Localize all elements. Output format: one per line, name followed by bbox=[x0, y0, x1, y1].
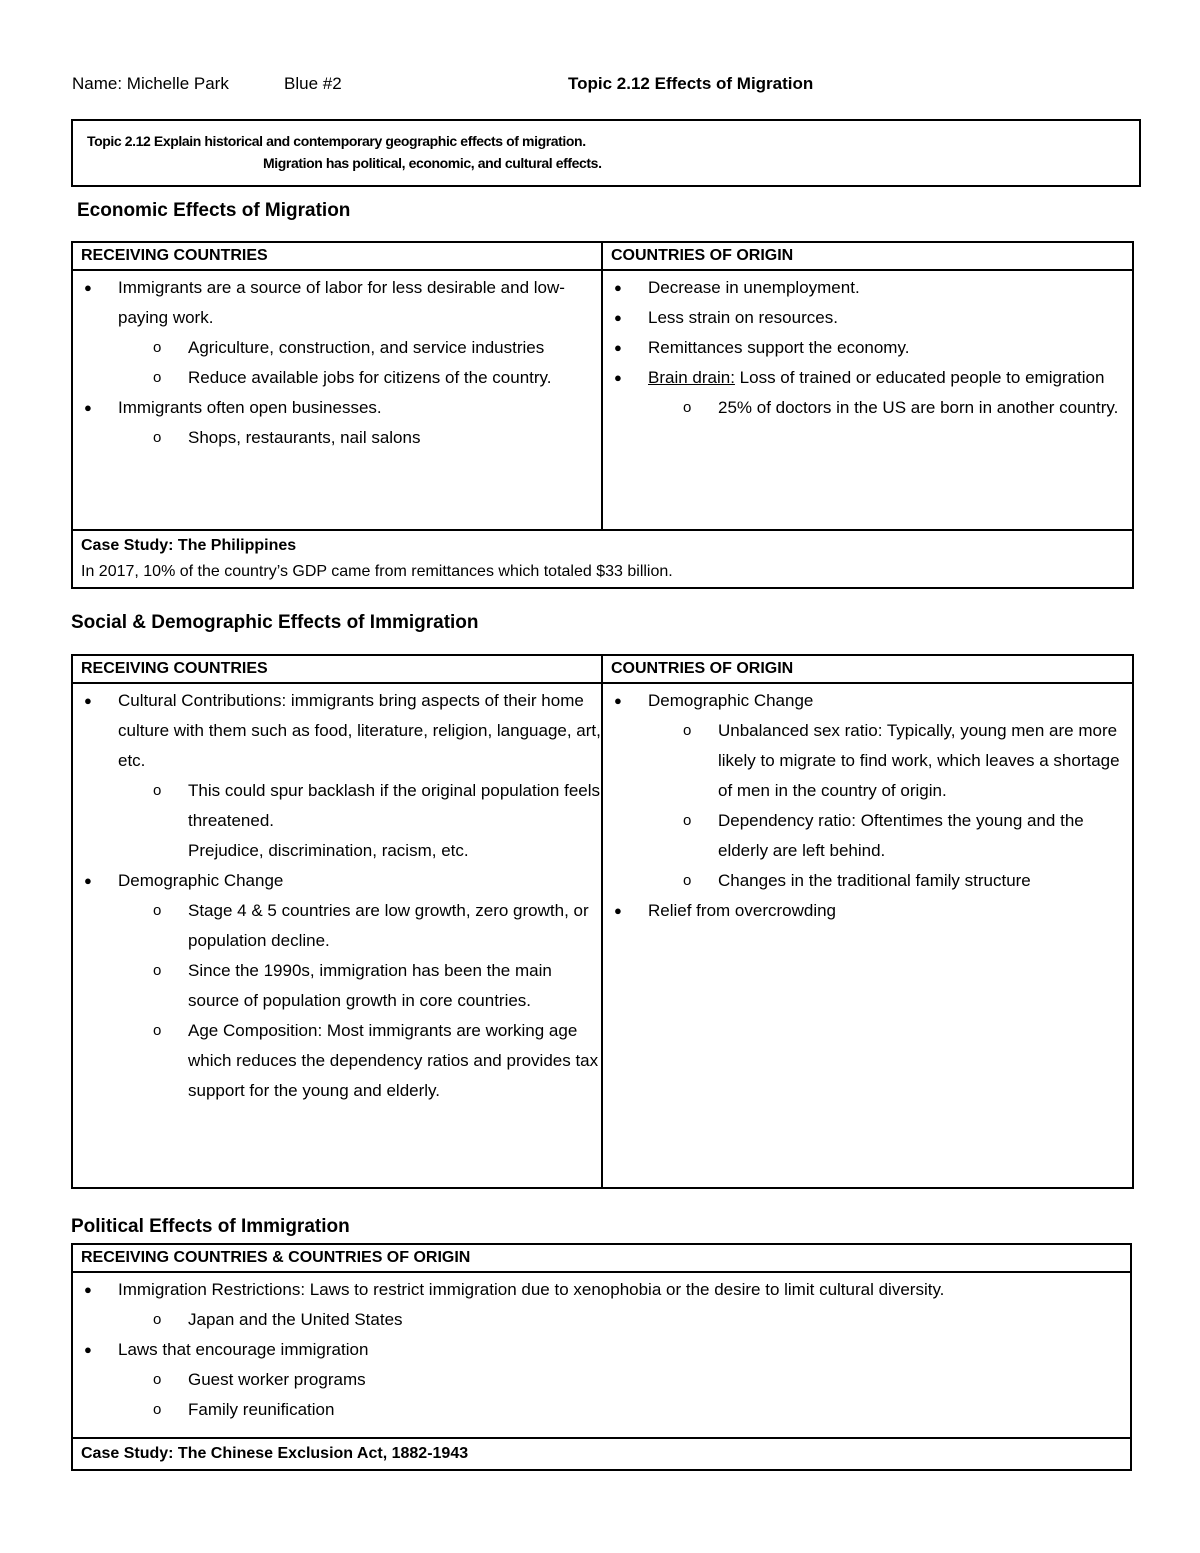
sub-bullet-item bbox=[73, 333, 601, 363]
economic-heading: Economic Effects of Migration bbox=[77, 200, 351, 221]
bullet-icon: ● bbox=[614, 340, 622, 355]
col-header-receiving: RECEIVING COUNTRIES bbox=[72, 655, 602, 683]
item-text: Immigrants are a source of labor for less desirable and low-paying work. bbox=[118, 278, 565, 327]
case-study-title: Case Study: The Philippines bbox=[81, 537, 297, 554]
col-header-origin: COUNTRIES OF ORIGIN bbox=[602, 655, 1133, 683]
item-text: Laws that encourage immigration bbox=[118, 1340, 369, 1359]
bullet-item bbox=[73, 1335, 1130, 1365]
bullet-item bbox=[73, 273, 601, 333]
social-table bbox=[71, 654, 1134, 1189]
col-header-both: RECEIVING COUNTRIES & COUNTRIES OF ORIGIN bbox=[72, 1244, 1131, 1272]
circle-bullet-icon: o bbox=[153, 782, 162, 799]
page-title: Topic 2.12 Effects of Migration bbox=[568, 74, 814, 93]
item-text: This could spur backlash if the original population feels threatened. bbox=[188, 781, 601, 830]
item-text: Age Composition: Most immigrants are working age which reduces the dependency ratios and provides tax support for the young and elderly. bbox=[188, 1021, 599, 1100]
circle-bullet-icon: o bbox=[153, 902, 162, 919]
case-study-chinese-exclusion: Case Study: The Chinese Exclusion Act, 1882-1943 bbox=[72, 1438, 1131, 1470]
col-header-origin: COUNTRIES OF ORIGIN bbox=[602, 242, 1133, 270]
item-text: Japan and the United States bbox=[188, 1310, 403, 1329]
bullet-item bbox=[73, 393, 601, 423]
sub-bullet-item bbox=[73, 776, 601, 836]
economic-table bbox=[71, 241, 1134, 589]
sub-bullet-item bbox=[73, 1395, 1130, 1425]
circle-bullet-icon: o bbox=[153, 1022, 162, 1039]
item-text: Remittances support the economy. bbox=[648, 338, 910, 357]
case-study-text: In 2017, 10% of the country’s GDP came from remittances which totaled $33 billion. bbox=[81, 563, 673, 580]
political-table bbox=[71, 1243, 1132, 1471]
circle-bullet-icon: o bbox=[683, 812, 692, 829]
social-origin-list bbox=[603, 684, 1132, 930]
item-text: Decrease in unemployment. bbox=[648, 278, 860, 297]
term: Brain drain: bbox=[648, 368, 735, 387]
sub-bullet-item bbox=[73, 363, 601, 393]
sub-bullet-item bbox=[73, 1305, 1130, 1335]
circle-bullet-icon: o bbox=[683, 872, 692, 889]
bullet-item bbox=[603, 303, 1132, 333]
sub-bullet-item bbox=[73, 896, 601, 956]
bullet-item bbox=[73, 1275, 1130, 1305]
item-text: Since the 1990s, immigration has been the main source of population growth in core countries. bbox=[188, 961, 552, 1010]
topic-objective: Topic 2.12 Explain historical and contemporary geographic effects of migration. bbox=[87, 133, 586, 149]
bullet-icon: ● bbox=[84, 1342, 92, 1357]
sub-bullet-item bbox=[603, 393, 1132, 423]
item-text: Stage 4 & 5 countries are low growth, zero growth, or population decline. bbox=[188, 901, 589, 950]
item-text: Dependency ratio: Oftentimes the young and the elderly are left behind. bbox=[718, 811, 1084, 860]
item-text: Demographic Change bbox=[118, 871, 284, 890]
sub-bullet-item bbox=[603, 866, 1132, 896]
item-text: Loss of trained or educated people to emigration bbox=[734, 368, 1105, 387]
item-text: Agriculture, construction, and service industries bbox=[188, 338, 545, 357]
bullet-icon: ● bbox=[614, 903, 622, 918]
bullet-icon: ● bbox=[614, 370, 622, 385]
item-text: Immigration Restrictions: Laws to restrict immigration due to xenophobia or the desire to limit cultural diversity. bbox=[118, 1280, 945, 1299]
sub-bullet-item bbox=[73, 423, 601, 453]
topic-box bbox=[71, 119, 1141, 187]
circle-bullet-icon: o bbox=[153, 1371, 162, 1388]
col-header-receiving: RECEIVING COUNTRIES bbox=[72, 242, 602, 270]
sub-bullet-item bbox=[73, 956, 601, 1016]
item-text: Changes in the traditional family structure bbox=[718, 871, 1031, 890]
political-list bbox=[73, 1273, 1130, 1429]
circle-bullet-icon: o bbox=[153, 429, 162, 446]
circle-bullet-icon: o bbox=[153, 369, 162, 386]
item-text: Immigrants often open businesses. bbox=[118, 398, 382, 417]
sub-bullet-item bbox=[73, 1365, 1130, 1395]
circle-bullet-icon: o bbox=[153, 1311, 162, 1328]
circle-bullet-icon: o bbox=[153, 1401, 162, 1418]
social-receiving-list bbox=[73, 684, 601, 1110]
bullet-item bbox=[603, 896, 1132, 926]
economic-receiving-list bbox=[73, 271, 601, 457]
topic-summary: Migration has political, economic, and cultural effects. bbox=[263, 155, 602, 171]
bullet-item bbox=[603, 273, 1132, 303]
item-text: Prejudice, discrimination, racism, etc. bbox=[188, 841, 469, 860]
bullet-icon: ● bbox=[614, 280, 622, 295]
item-text: Reduce available jobs for citizens of the country. bbox=[188, 368, 552, 387]
item-text: Guest worker programs bbox=[188, 1370, 366, 1389]
circle-bullet-icon: o bbox=[153, 339, 162, 356]
political-heading: Political Effects of Immigration bbox=[71, 1216, 350, 1237]
circle-bullet-icon: o bbox=[153, 962, 162, 979]
bullet-item bbox=[603, 686, 1132, 716]
circle-bullet-icon: o bbox=[683, 399, 692, 416]
bullet-icon: ● bbox=[84, 1282, 92, 1297]
item-text: Relief from overcrowding bbox=[648, 901, 837, 920]
bullet-icon: ● bbox=[84, 693, 92, 708]
item-text: Unbalanced sex ratio: Typically, young men are more likely to migrate to find work, which leaves a shortage of men in the country of origin. bbox=[718, 721, 1120, 800]
social-heading: Social & Demographic Effects of Immigration bbox=[71, 612, 479, 633]
bullet-icon: ● bbox=[84, 873, 92, 888]
class-period: Blue #2 bbox=[284, 74, 342, 93]
sub-bullet-item bbox=[73, 1016, 601, 1106]
bullet-icon: ● bbox=[84, 400, 92, 415]
bullet-item bbox=[603, 333, 1132, 363]
sub-bullet-item bbox=[603, 716, 1132, 806]
sub-bullet-item bbox=[73, 836, 601, 866]
student-name: Name: Michelle Park bbox=[72, 74, 229, 93]
bullet-item bbox=[73, 866, 601, 896]
bullet-icon: ● bbox=[614, 310, 622, 325]
sub-bullet-item bbox=[603, 806, 1132, 866]
item-text: 25% of doctors in the US are born in another country. bbox=[718, 398, 1119, 417]
item-text: Family reunification bbox=[188, 1400, 335, 1419]
item-text: Less strain on resources. bbox=[648, 308, 838, 327]
case-study-philippines bbox=[72, 530, 1133, 588]
item-text: Cultural Contributions: immigrants bring aspects of their home culture with them such as food, literature, religion, language, art, etc. bbox=[118, 691, 601, 770]
circle-bullet-icon: o bbox=[683, 722, 692, 739]
bullet-item bbox=[73, 686, 601, 776]
bullet-icon: ● bbox=[84, 280, 92, 295]
bullet-item bbox=[603, 363, 1132, 393]
economic-origin-list bbox=[603, 271, 1132, 427]
item-text: Demographic Change bbox=[648, 691, 814, 710]
bullet-icon: ● bbox=[614, 693, 622, 708]
item-text: Shops, restaurants, nail salons bbox=[188, 428, 421, 447]
